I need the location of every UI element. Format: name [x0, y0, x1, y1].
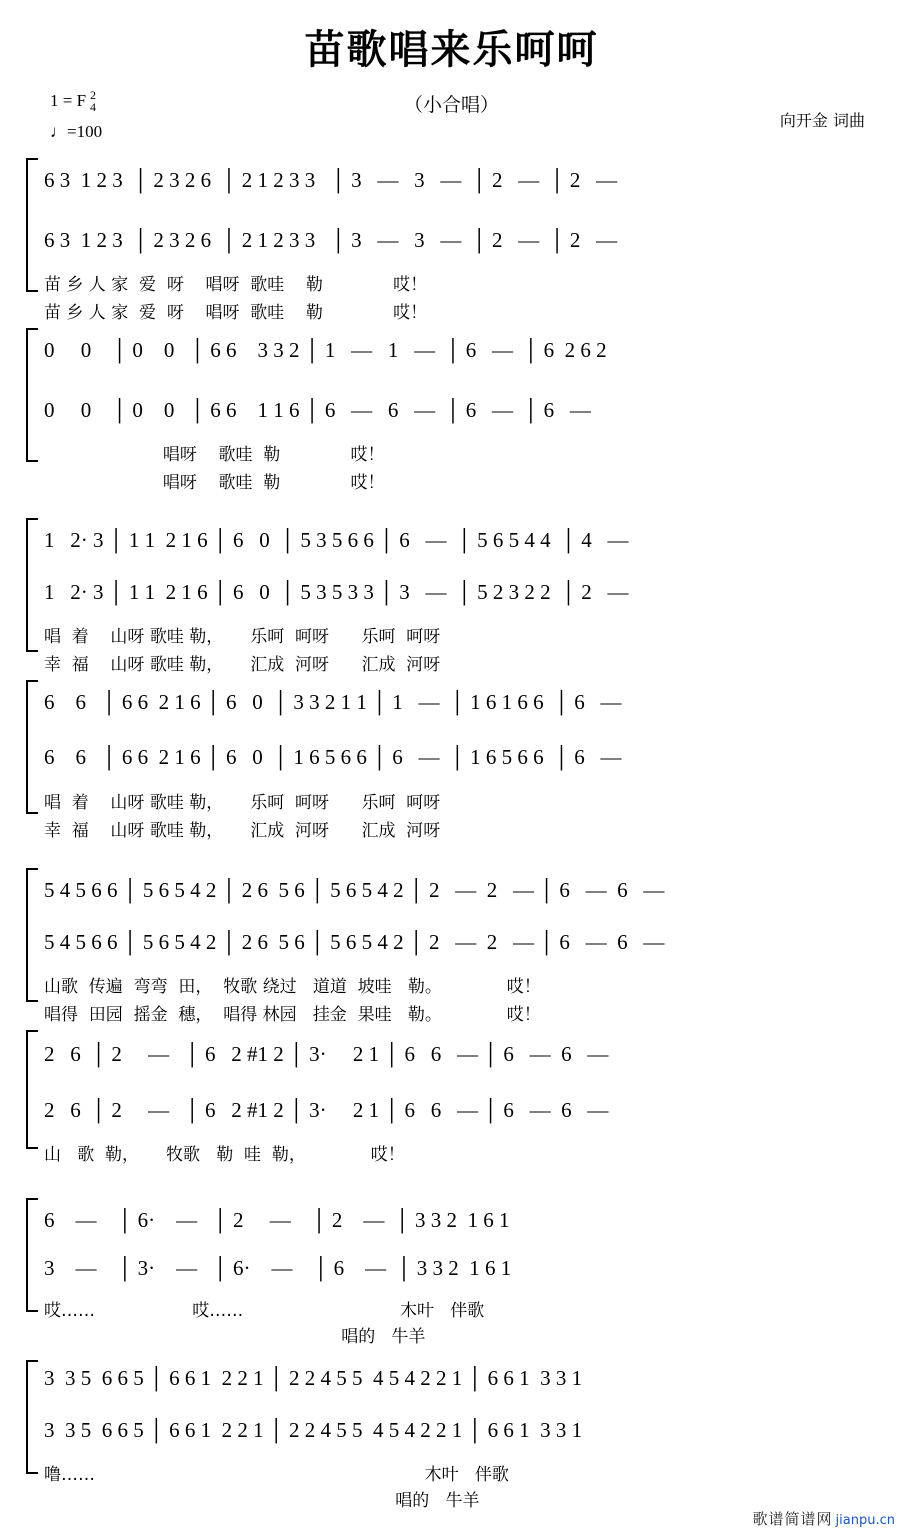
- lyric-line-2: 唱得 田园 摇金 穗， 唱得 林园 挂金 果哇 勒。 哎！: [44, 1005, 541, 1025]
- staff-alto: 3 — │ 3· — │ 6· — │ 6 — │ 3 3 2 1 6 1: [44, 1256, 512, 1280]
- time-signature: [90, 89, 96, 113]
- system-brace-upper: [26, 158, 38, 292]
- lyric-line-1: 唱 着 山呀 歌哇 勒， 乐呵 呵呀 乐呵 呵呀: [44, 627, 441, 647]
- lyric-line-3: 唱 着 山呀 歌哇 勒， 乐呵 呵呀 乐呵 呵呀: [44, 793, 441, 813]
- meter-bottom: 4: [90, 100, 97, 114]
- system-brace-lower: [26, 1360, 38, 1474]
- staff-tenor: 2 6 │ 2 — │ 6 2 #1 2 │ 3· 2 1 │ 6 6 — │ 6 — 6 —: [44, 1042, 609, 1066]
- lyric-line-3: 噜…… 木叶 伴歌: [44, 1465, 509, 1485]
- staff-bass: 2 6 │ 2 — │ 6 2 #1 2 │ 3· 2 1 │ 6 6 — │ 6 — 6 —: [44, 1098, 609, 1122]
- system-brace-upper: [26, 1198, 38, 1312]
- lyric-line-4: 唱的 牛羊: [44, 1491, 480, 1511]
- lyric-line-3: 山 歌 勒， 牧歌 勒 哇 勒， 哎！: [44, 1145, 405, 1165]
- staff-soprano: 6 3 1 2 3 │ 2 3 2 6 │ 2 1 2 3 3 │ 3 — 3 — │ 2 — │ 2 —: [44, 168, 618, 192]
- staff-bass: 3 3 5 6 6 5 │ 6 6 1 2 2 1 │ 2 2 4 5 5 4 5 4 2 2 1 │ 6 6 1 3 3 1: [44, 1418, 583, 1442]
- system-brace-lower: [26, 1030, 38, 1149]
- staff-bass: 6 6 │ 6 6 2 1 6 │ 6 0 │ 1 6 5 6 6 │ 6 — │ 1 6 5 6 6 │ 6 —: [44, 745, 622, 769]
- watermark-text-cn: 歌谱简谱网: [752, 1510, 833, 1528]
- system-brace-lower: [26, 328, 38, 462]
- watermark-text-en: jianpu.cn: [835, 1513, 895, 1528]
- key-signature: [50, 90, 96, 114]
- lyric-line-4: 唱呀 歌哇 勒 哎！: [44, 473, 385, 493]
- staff-tenor: 3 3 5 6 6 5 │ 6 6 1 2 2 1 │ 2 2 4 5 5 4 5 4 2 2 1 │ 6 6 1 3 3 1: [44, 1366, 583, 1390]
- staff-soprano: 6 — │ 6· — │ 2 — │ 2 — │ 3 3 2 1 6 1: [44, 1208, 510, 1232]
- lyric-line-2: 幸 福 山呀 歌哇 勒， 汇成 河呀 汇成 河呀: [44, 655, 441, 675]
- system-1: [0, 150, 903, 510]
- system-4: [0, 1190, 903, 1520]
- staff-alto: 6 3 1 2 3 │ 2 3 2 6 │ 2 1 2 3 3 │ 3 — 3 — │ 2 — │ 2 —: [44, 228, 618, 252]
- lyric-line-4: 幸 福 山呀 歌哇 勒， 汇成 河呀 汇成 河呀: [44, 821, 441, 841]
- staff-soprano: 5 4 5 6 6 │ 5 6 5 4 2 │ 2 6 5 6 │ 5 6 5 4 2 │ 2 — 2 — │ 6 — 6 —: [44, 878, 665, 902]
- system-3: [0, 860, 903, 1180]
- lyric-line-3: 唱呀 歌哇 勒 哎！: [44, 445, 385, 465]
- key-label: 1 = F: [50, 90, 87, 110]
- lyric-line-1: 苗 乡 人 家 爱 呀 唱呀 歌哇 勒 哎！: [44, 275, 428, 295]
- staff-soprano: 1 2· 3 │ 1 1 2 1 6 │ 6 0 │ 5 3 5 6 6 │ 6 — │ 5 6 5 4 4 │ 4 —: [44, 528, 629, 552]
- lyric-line-2: 苗 乡 人 家 爱 呀 唱呀 歌哇 勒 哎！: [44, 303, 428, 323]
- system-brace-lower: [26, 680, 38, 814]
- page-title: 苗歌唱来乐呵呵: [304, 27, 599, 73]
- staff-bass: 0 0 │ 0 0 │ 6 6 1 1 6 │ 6 — 6 — │ 6 — │ 6 —: [44, 398, 591, 422]
- staff-tenor: 0 0 │ 0 0 │ 6 6 3 3 2 │ 1 — 1 — │ 6 — │ 6 2 6 2: [44, 338, 607, 362]
- tempo-marking: ♩=100: [50, 122, 103, 141]
- staff-alto: 1 2· 3 │ 1 1 2 1 6 │ 6 0 │ 5 3 5 3 3 │ 3 — │ 5 2 3 2 2 │ 2 —: [44, 580, 629, 604]
- system-brace-upper: [26, 868, 38, 1002]
- system-2: [0, 510, 903, 850]
- composer-credit: 向开金 词曲: [779, 111, 865, 130]
- lyric-line-2: 唱的 牛羊: [44, 1327, 426, 1347]
- system-brace-upper: [26, 518, 38, 652]
- staff-alto: 5 4 5 6 6 │ 5 6 5 4 2 │ 2 6 5 6 │ 5 6 5 4 2 │ 2 — 2 — │ 6 — 6 —: [44, 930, 665, 954]
- staff-tenor: 6 6 │ 6 6 2 1 6 │ 6 0 │ 3 3 2 1 1 │ 1 — │ 1 6 1 6 6 │ 6 —: [44, 690, 622, 714]
- lyric-line-1: 山歌 传遍 弯弯 田， 牧歌 绕过 道道 坡哇 勒。 哎！: [44, 977, 541, 997]
- lyric-line-1: 哎…… 哎…… 木叶 伴歌: [44, 1301, 485, 1321]
- watermark: [753, 1508, 895, 1529]
- meter-top: 2: [90, 88, 97, 102]
- subtitle: （小合唱）: [403, 94, 499, 116]
